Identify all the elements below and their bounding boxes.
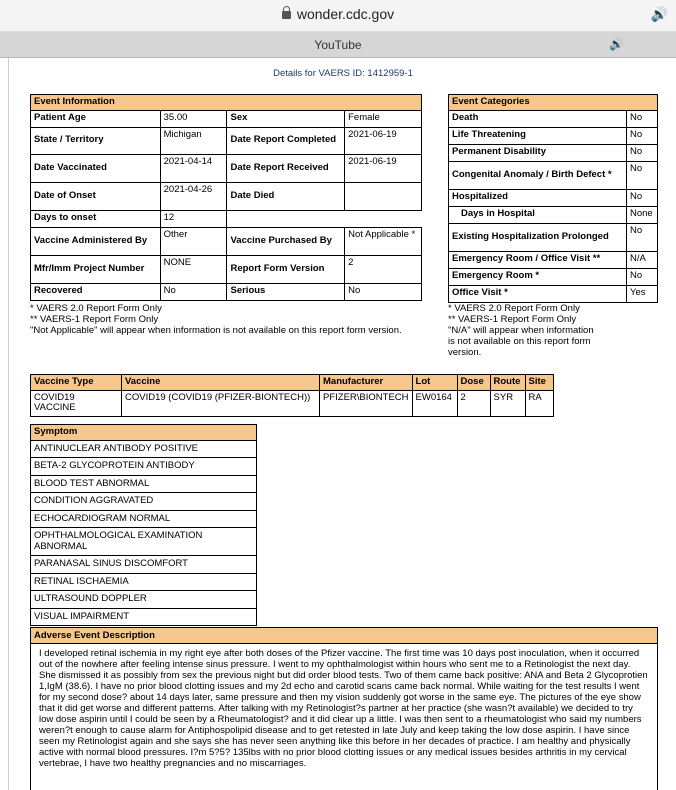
- adverse-event-text: I developed retinal ischemia in my right eye after both doses of the Pfizer vaccine. The first time was 10 days post inoculation, when it occurred out of the nowhere after feeling intense sinus pressure. I went to my ophthalmologist within hours who sent me to a Retinologist the next day. She dismissed it as possibly from sex the previous night but did order blood tests. Two of them came back positive: ANA and Beta 2 Glycoprotien 1,IgM (38.6). I have no prior blood clotting issues and my 2d echo and carotid scans came back normal. While waiting for the test results I went for my second dose? about 14 days later, same pressure and then my vision suddenly got worse in the same eye. The pictures of the eye show that it did get worse and different patterns. After talking with my Retinologist?s partner at her practice (she wasn?t available) we decided to try low dose aspirin until I could be seen by a Rheumatologist? and it did clear up a little. I was then sent to a rheumatologist who said my numbers weren?t enough to cause alarm for Antiphospolipid disease and to get retested in late July and keep taking the low dose aspirin. I have since seen my Retinologist again and she says she has never seen anything like this before in her decades of practice. I am healthy and physically active with normal blood pressures. I?m 5?5? 135lbs with no prior blood clotting issues or any medical issues besides arthritis in my cervical vertebrae, I have two healthy pregnancies and no miscarriages.: [39, 648, 648, 769]
- recovered-label: Recovered: [31, 283, 161, 300]
- vaccine-type-header: Vaccine Type: [31, 375, 122, 391]
- symptom-item: RETINAL ISCHAEMIA: [31, 573, 257, 591]
- date-died-label: Date Died: [227, 182, 345, 210]
- note-na: "N/A" will appear when information is not available on this report form version.: [448, 325, 594, 358]
- symptom-table: [30, 424, 257, 626]
- symptom-item: BLOOD TEST ABNORMAL: [31, 475, 257, 493]
- serious-label: Serious: [227, 283, 345, 300]
- symptom-item: VISUAL IMPAIRMENT: [31, 608, 257, 626]
- category-death-value: No: [627, 110, 658, 127]
- manufacturer-header: Manufacturer: [320, 375, 413, 391]
- date-onset-value: 2021-04-26: [160, 182, 227, 210]
- category-hospitalization-prolonged-label: Existing Hospitalization Prolonged: [449, 223, 627, 251]
- address-bar[interactable]: [0, 0, 676, 32]
- category-emergency-room-label: Emergency Room *: [449, 268, 627, 285]
- vaccine-header: Vaccine: [122, 375, 320, 391]
- note-vaers2: * VAERS 2.0 Report Form Only: [30, 303, 162, 314]
- event-categories-header: Event Categories: [449, 95, 658, 111]
- symptom-item: PARANASAL SINUS DISCOMFORT: [31, 556, 257, 574]
- symptom-item: ANTINUCLEAR ANTIBODY POSITIVE: [31, 440, 257, 458]
- page-title: Details for VAERS ID: 1412959-1: [273, 68, 413, 79]
- category-life-threatening-label: Life Threatening: [449, 127, 627, 144]
- report-received-value: 2021-06-19: [345, 154, 422, 182]
- event-information-table: [30, 94, 422, 301]
- event-categories-notes: [448, 303, 598, 358]
- lock-icon: [282, 11, 291, 19]
- date-vaccinated-value: 2021-04-14: [160, 154, 227, 182]
- serious-value: No: [345, 283, 422, 300]
- vaccine-type-cell: COVID19 VACCINE: [31, 390, 122, 416]
- recovered-value: No: [160, 283, 227, 300]
- dose-cell: 2: [457, 390, 490, 416]
- vaccine-cell: COVID19 (COVID19 (PFIZER-BIONTECH)): [122, 390, 320, 416]
- category-life-threatening-value: No: [627, 127, 658, 144]
- report-completed-value: 2021-06-19: [345, 127, 422, 154]
- administered-by-value: Other: [160, 227, 227, 255]
- site-header: Site: [525, 375, 553, 391]
- purchased-by-label: Vaccine Purchased By: [227, 227, 345, 255]
- page-left-border: [8, 58, 9, 790]
- days-to-onset-value: 12: [160, 210, 227, 227]
- category-congenital-anomaly-label: Congenital Anomaly / Birth Defect *: [449, 161, 627, 189]
- report-completed-label: Date Report Completed: [227, 127, 345, 154]
- manufacturer-cell: PFIZER\BIONTECH: [320, 390, 413, 416]
- state-value: Michigan: [160, 127, 227, 154]
- report-received-label: Date Report Received: [227, 154, 345, 182]
- patient-age-value: 35.00: [160, 110, 227, 127]
- table-row: [31, 390, 554, 416]
- category-office-visit-label: Office Visit *: [449, 285, 627, 302]
- lot-cell: EW0164: [412, 390, 457, 416]
- date-vaccinated-label: Date Vaccinated: [31, 154, 161, 182]
- category-death-label: Death: [449, 110, 627, 127]
- vaccine-table: [30, 374, 554, 417]
- note-vaers1: ** VAERS-1 Report Form Only: [448, 314, 577, 325]
- date-died-value: [345, 182, 422, 210]
- event-information-header: Event Information: [31, 95, 422, 111]
- category-hospitalized-value: No: [627, 189, 658, 206]
- category-permanent-disability-label: Permanent Disability: [449, 144, 627, 161]
- category-days-in-hospital-value: None: [627, 206, 658, 223]
- category-hospitalized-label: Hospitalized: [449, 189, 627, 206]
- dose-header: Dose: [457, 375, 490, 391]
- adverse-event-header: Adverse Event Description: [31, 628, 657, 644]
- state-label: State / Territory: [31, 127, 161, 154]
- symptom-item: BETA-2 GLYCOPROTEIN ANTIBODY: [31, 458, 257, 476]
- category-congenital-anomaly-value: No: [627, 161, 658, 189]
- symptom-item: CONDITION AGGRAVATED: [31, 493, 257, 511]
- empty-cell: [345, 210, 422, 227]
- category-er-office-visit-label: Emergency Room / Office Visit **: [449, 251, 627, 268]
- tab-youtube[interactable]: YouTube: [314, 38, 362, 52]
- speaker-icon[interactable]: 🔊: [650, 6, 668, 22]
- url-text: wonder.cdc.gov: [296, 6, 395, 22]
- days-to-onset-label: Days to onset: [31, 210, 161, 227]
- date-onset-label: Date of Onset: [31, 182, 161, 210]
- route-header: Route: [490, 375, 525, 391]
- route-cell: SYR: [490, 390, 525, 416]
- mfr-project-label: Mfr/Imm Project Number: [31, 255, 161, 283]
- report-form-label: Report Form Version: [227, 255, 345, 283]
- category-office-visit-value: Yes: [627, 285, 658, 302]
- category-days-in-hospital-label: Days in Hospital: [449, 206, 627, 223]
- symptom-item: OPHTHALMOLOGICAL EXAMINATION ABNORMAL: [31, 528, 257, 556]
- report-form-value: 2: [345, 255, 422, 283]
- adverse-event-description: [30, 627, 658, 790]
- note-vaers2: * VAERS 2.0 Report Form Only: [448, 303, 580, 314]
- category-er-office-visit-value: N/A: [627, 251, 658, 268]
- purchased-by-value: Not Applicable *: [345, 227, 422, 255]
- lot-header: Lot: [412, 375, 457, 391]
- symptom-header: Symptom: [31, 425, 257, 441]
- tab-audio-icon[interactable]: 🔊: [609, 37, 624, 51]
- symptom-item: ULTRASOUND DOPPLER: [31, 591, 257, 609]
- event-categories-table: [448, 94, 658, 303]
- event-information-notes: [30, 303, 422, 336]
- sex-label: Sex: [227, 110, 345, 127]
- symptom-item: ECHOCARDIOGRAM NORMAL: [31, 510, 257, 528]
- sex-value: Female: [345, 110, 422, 127]
- patient-age-label: Patient Age: [31, 110, 161, 127]
- mfr-project-value: NONE: [160, 255, 227, 283]
- site-cell: RA: [525, 390, 553, 416]
- category-emergency-room-value: No: [627, 268, 658, 285]
- administered-by-label: Vaccine Administered By: [31, 227, 161, 255]
- category-permanent-disability-value: No: [627, 144, 658, 161]
- note-vaers1: ** VAERS-1 Report Form Only: [30, 314, 159, 325]
- empty-cell: [227, 210, 345, 227]
- category-hospitalization-prolonged-value: No: [627, 223, 658, 251]
- note-not-applicable: "Not Applicable" will appear when information is not available on this report form version.: [30, 325, 402, 336]
- url-display[interactable]: [0, 6, 676, 22]
- tab-bar: [0, 32, 676, 58]
